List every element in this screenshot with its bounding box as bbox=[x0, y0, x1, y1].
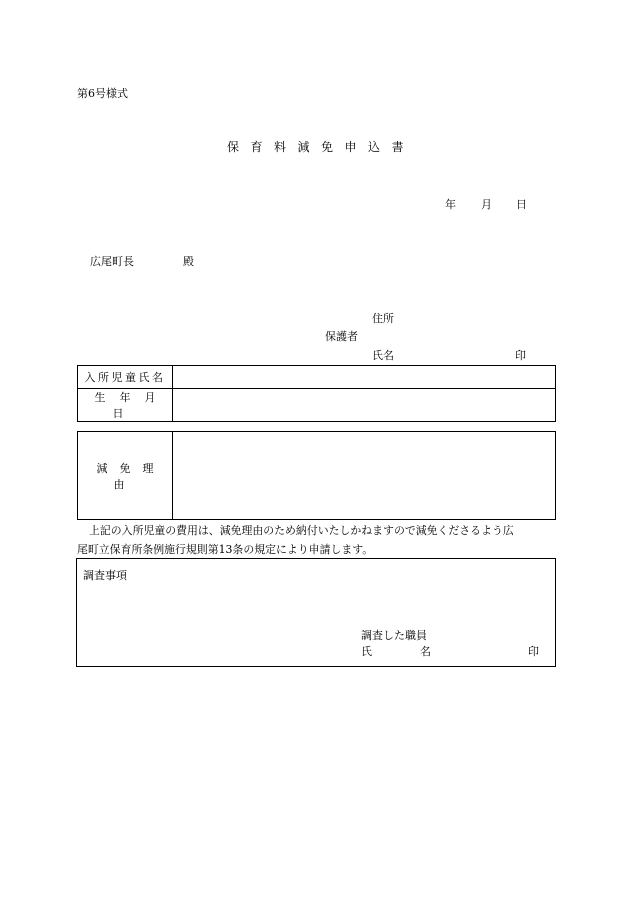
applicant-name-label: 氏名 bbox=[372, 349, 394, 362]
applicant-guardian-label: 保護者 bbox=[325, 330, 358, 343]
child-name-label: 入所児童氏名 bbox=[84, 371, 166, 384]
addressee-honorific: 殿 bbox=[183, 255, 194, 268]
child-dob-label-cell bbox=[78, 389, 173, 422]
investigation-name-label-1: 氏 bbox=[361, 645, 372, 658]
reason-field[interactable] bbox=[173, 432, 556, 520]
investigation-name-label-2: 名 bbox=[420, 645, 431, 658]
form-number: 第6号様式 bbox=[77, 87, 128, 100]
reason-label-cell bbox=[78, 432, 173, 520]
child-name-field[interactable] bbox=[173, 366, 556, 389]
date-year: 年 bbox=[445, 198, 456, 211]
addressee-name: 広尾町長 bbox=[90, 255, 134, 268]
applicant-address-label: 住所 bbox=[372, 312, 394, 325]
child-info-table bbox=[77, 365, 556, 422]
document-title: 保育料減免申込書 bbox=[227, 140, 416, 154]
reason-table bbox=[77, 431, 556, 520]
child-dob-field[interactable] bbox=[173, 389, 556, 422]
child-name-label-cell bbox=[78, 366, 173, 389]
statement-line-2: 尾町立保育所条例施行規則第13条の規定により申請します。 bbox=[77, 543, 374, 556]
applicant-seal: 印 bbox=[515, 349, 526, 362]
investigation-staff-label: 調査した職員 bbox=[361, 629, 427, 642]
investigation-seal: 印 bbox=[528, 645, 539, 658]
investigation-box bbox=[76, 558, 556, 667]
date-month: 月 bbox=[481, 198, 492, 211]
statement-line-1: 上記の入所児童の費用は、減免理由のため納付いたしかねますので減免くださるよう広 bbox=[89, 524, 514, 537]
investigation-label: 調査事項 bbox=[83, 569, 127, 582]
reason-label: 減免理由 bbox=[96, 461, 166, 491]
child-dob-label: 生年月日 bbox=[94, 391, 170, 420]
date-day: 日 bbox=[516, 198, 527, 211]
